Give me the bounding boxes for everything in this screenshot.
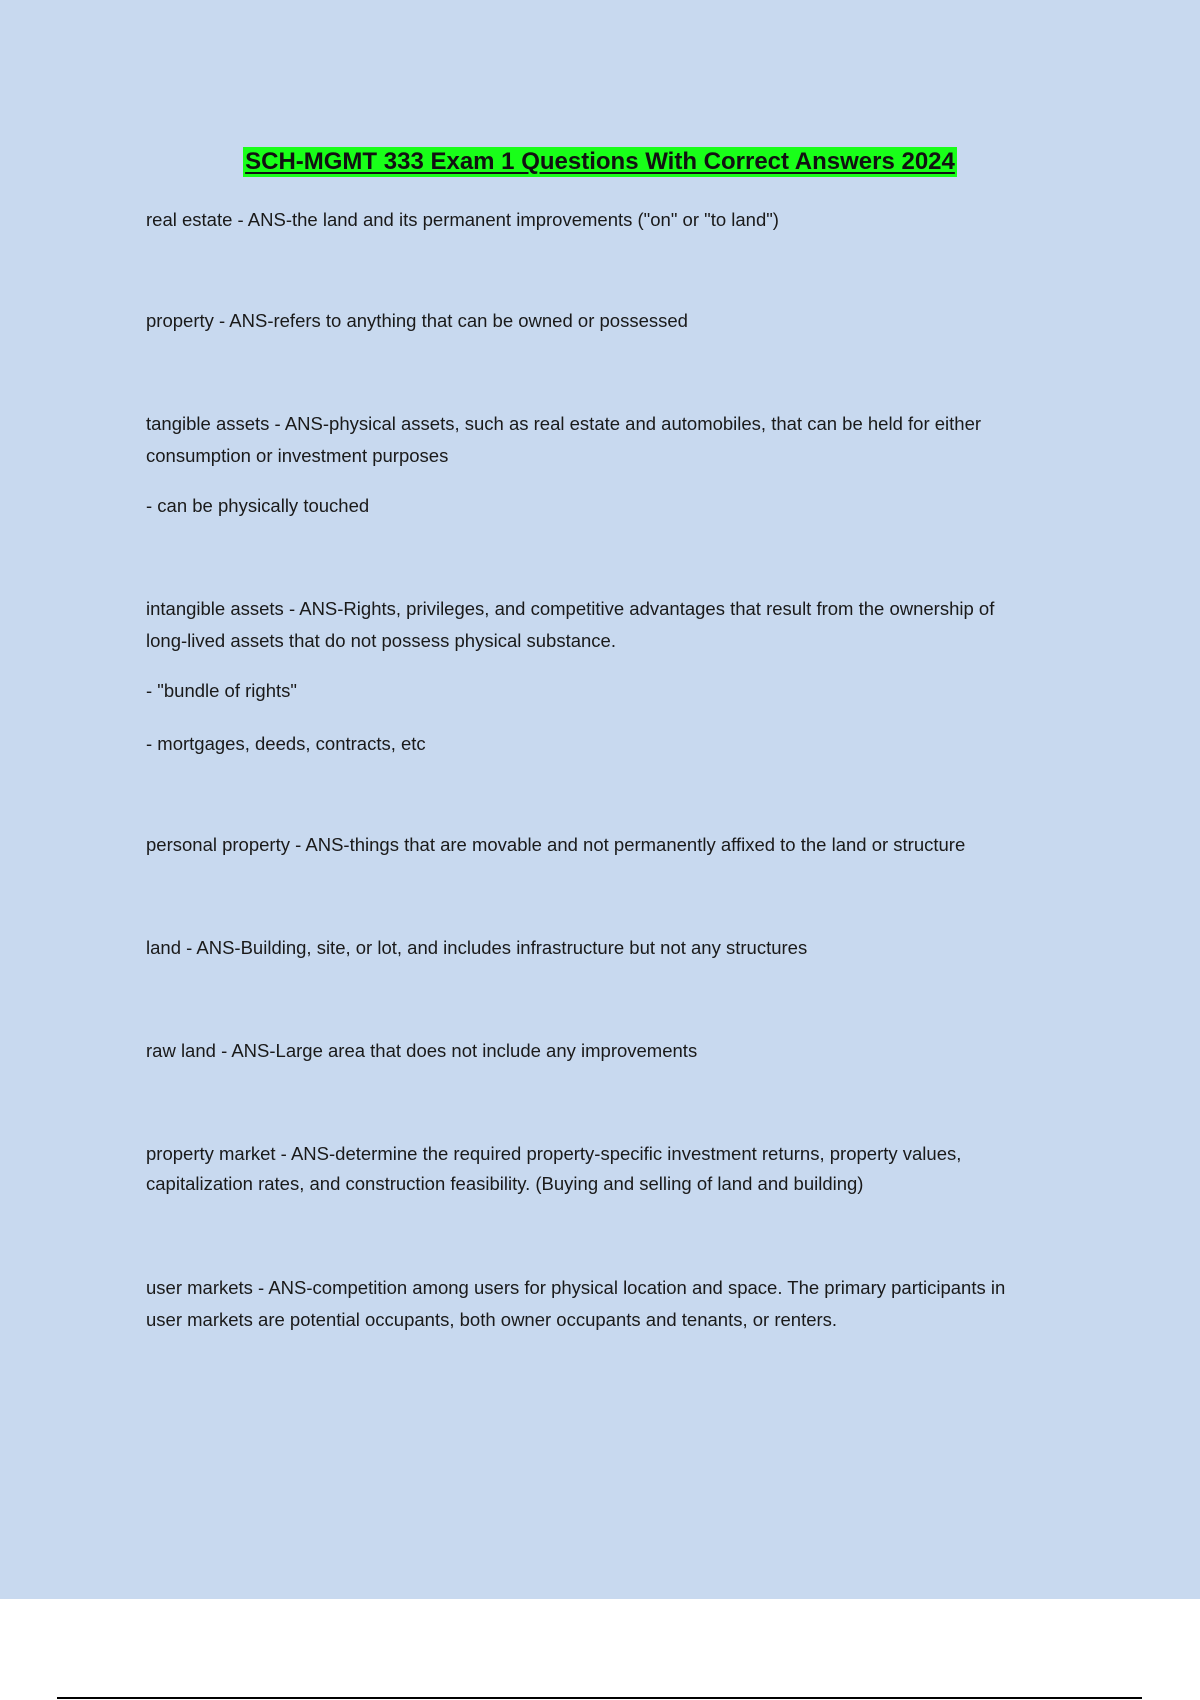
entry-line: user markets are potential occupants, both owner occupants and tenants, or renters.: [146, 1309, 838, 1330]
entry-line: capitalization rates, and construction feasibility. (Buying and selling of land and building): [146, 1173, 864, 1194]
entry-line: - mortgages, deeds, contracts, etc: [146, 733, 426, 754]
entry-line: - can be physically touched: [146, 495, 370, 516]
entry-line: consumption or investment purposes: [146, 445, 449, 466]
title-wrap: [0, 147, 1200, 177]
entry-line: - "bundle of rights": [146, 680, 297, 701]
entry-line: property - ANS-refers to anything that can be owned or possessed: [146, 310, 688, 331]
entry-line: real estate - ANS-the land and its permanent improvements ("on" or "to land"): [146, 209, 779, 230]
entry-line: long-lived assets that do not possess physical substance.: [146, 630, 616, 651]
entry-line: land - ANS-Building, site, or lot, and includes infrastructure but not any structures: [146, 937, 808, 958]
document-title: SCH-MGMT 333 Exam 1 Questions With Correct Answers 2024: [245, 148, 955, 175]
entry-line: personal property - ANS-things that are movable and not permanently affixed to the land or structure: [146, 834, 966, 855]
entry-line: property market - ANS-determine the required property-specific investment returns, property values,: [146, 1143, 962, 1164]
footer-divider: [57, 1697, 1142, 1699]
entry-line: tangible assets - ANS-physical assets, such as real estate and automobiles, that can be held for either: [146, 413, 982, 434]
entry-line: intangible assets - ANS-Rights, privileges, and competitive advantages that result from the ownership of: [146, 598, 995, 619]
entry-line: raw land - ANS-Large area that does not include any improvements: [146, 1040, 698, 1061]
entry-line: user markets - ANS-competition among users for physical location and space. The primary participants in: [146, 1277, 1006, 1298]
